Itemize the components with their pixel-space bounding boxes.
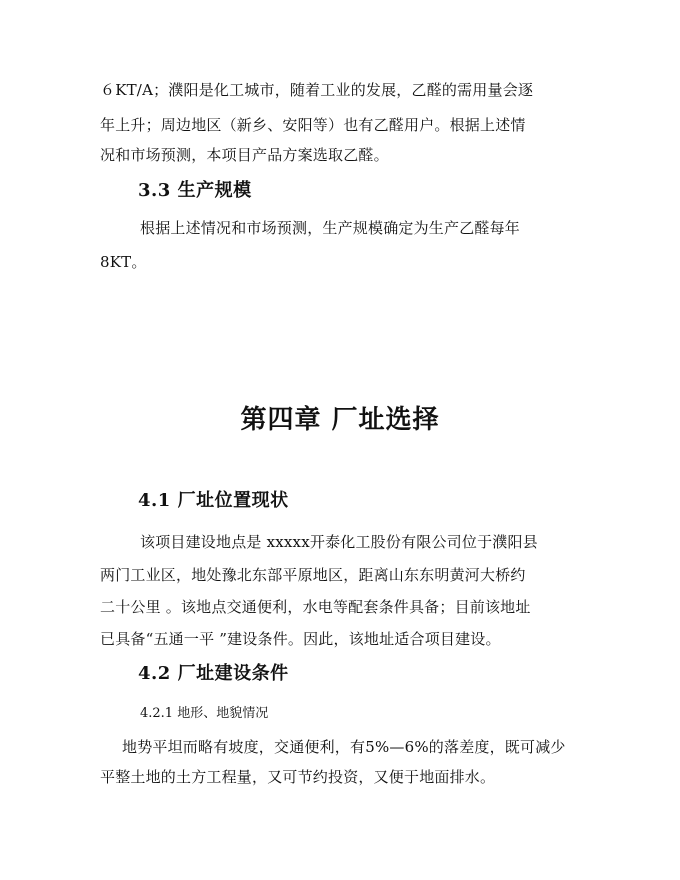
paragraph-line: 该项目建设地点是 xxxxx开泰化工股份有限公司位于濮阳县	[140, 533, 538, 551]
paragraph-line: 两门工业区，地处豫北东部平原地区，距离山东东明黄河大桥约	[100, 566, 526, 584]
paragraph-line: 8KT。	[100, 253, 147, 271]
paragraph-line: 况和市场预测，本项目产品方案选取乙醛。	[100, 146, 389, 164]
paragraph-line: 地势平坦而略有坡度，交通便利，有5%—6%的落差度，既可减少	[122, 738, 566, 756]
subsection-heading-4-2-1: 4.2.1 地形、地貌情况	[140, 706, 269, 721]
paragraph-line: ６KT/A；濮阳是化工城市，随着工业的发展，乙醛的需用量会逐	[100, 81, 534, 99]
section-heading-4-2: 4.2 厂址建设条件	[138, 663, 289, 684]
paragraph-line: 平整土地的土方工程量，又可节约投资，又便于地面排水。	[100, 768, 496, 786]
paragraph-line: 二十公里 。该地点交通便利，水电等配套条件具备；目前该地址	[100, 598, 531, 616]
section-heading-4-1: 4.1 厂址位置现状	[138, 490, 289, 511]
section-heading-3-3: 3.3 生产规模	[138, 180, 252, 201]
paragraph-line: 根据上述情况和市场预测，生产规模确定为生产乙醛每年	[140, 219, 521, 237]
paragraph-line: 年上升；周边地区（新乡、安阳等）也有乙醛用户。根据上述情	[100, 116, 526, 134]
chapter-title: 第四章 厂址选择	[240, 405, 440, 435]
paragraph-line: 已具备“五通一平 ”建设条件。因此，该地址适合项目建设。	[100, 630, 501, 648]
